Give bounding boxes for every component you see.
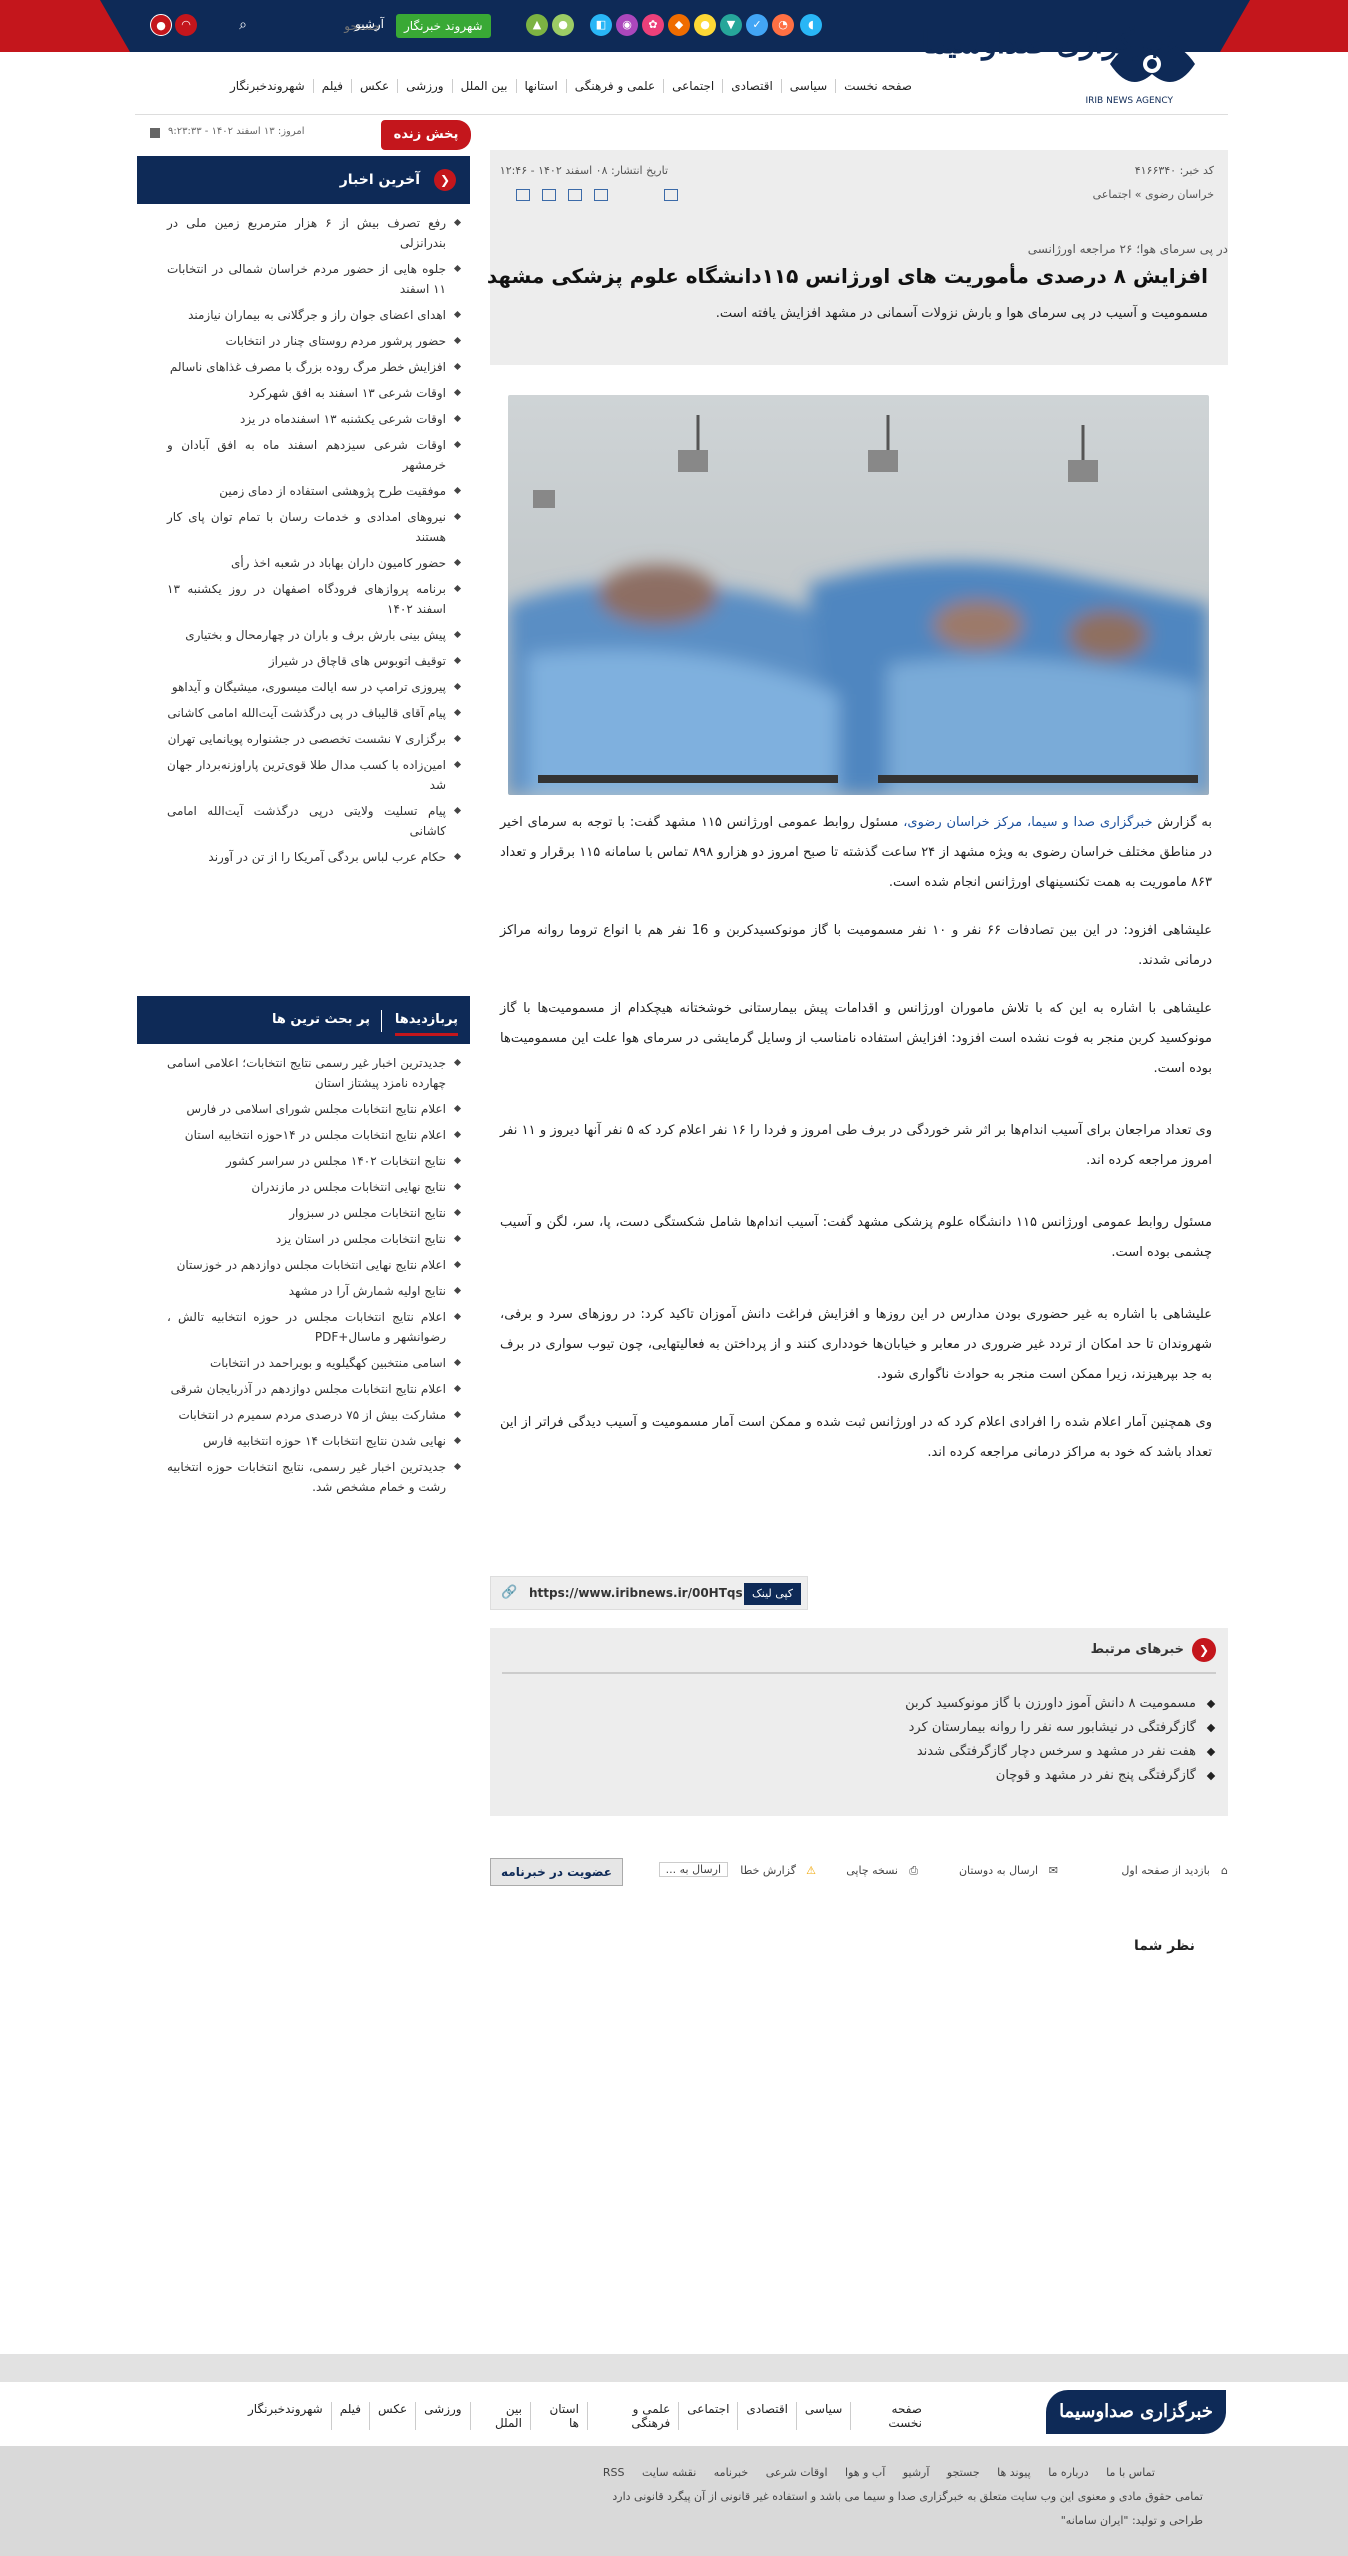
app6-icon[interactable]: ▼ [720,14,742,36]
news-code: کد خبر: ۴۱۶۶۳۴۰ [1134,164,1214,177]
nav-photo[interactable]: عکس [351,79,397,93]
latest-news-list [137,204,470,870]
nav-sports[interactable]: ورزشی [397,79,451,93]
archive-link[interactable]: آرشیو [355,17,385,31]
report-error-link[interactable]: گزارش خطا [740,1864,796,1877]
list-item[interactable]: گازگرفتگی در نیشابور سه نفر را روانه بیمارستان کرد [905,1716,1216,1740]
warning-icon: ⚠ [806,1864,816,1877]
article-header-box [490,150,1228,365]
list-item[interactable]: حکام عرب لباس بردگی آمریکا را از تن در آورند [137,844,464,870]
popular-header [137,996,470,1044]
nav-politics[interactable]: سیاسی [781,79,835,93]
list-item[interactable]: نیروهای امدادی و خدمات رسان با تمام توان پای کار هستند [137,504,464,550]
body-paragraph [500,808,1212,898]
body-text: مسئول روابط عمومی اورژانس ۱۱۵ مشهد گفت: با توجه به سرمای اخیر در مناطق مختلف خراسان رضوی به ویژه مشهد از ۲۴ ساعت گذشته تا صبح امروز دو هزارو ۸۹۸ تماس با سامانه ۱۱۵ برقرار و تعداد ۸۶۳ ماموریت به همت تکنسینهای اورژانس انجام شده است. [500,815,1213,890]
list-item[interactable]: نتایج انتخابات مجلس در سبزوار [137,1200,464,1226]
body-paragraph: علیشاهی با اشاره به غیر حضوری بودن مدارس در این روزها و افزایش فراغت دانش آموزان تاکید کرد: در روزهای سرد و برفی، شهروندان تا حد امکان از تردد غیر ضروری در معابر و خیابان‌ها خودداری کنند و از پرداختن به فعالیتهایی، چون تیوب سواری در برف به جد بپرهیزند، زیرا ممکن است منجر به حوادث ناگواری شود. [500,1307,1212,1382]
newsletter-join-button[interactable]: عضویت در خبرنامه [490,1858,623,1886]
body-text: به گزارش [1152,815,1212,830]
short-link-box [490,1576,808,1610]
footer-nav-item[interactable]: سیاسی [796,2402,850,2430]
apple-icon[interactable]: ● [552,14,574,36]
footer-links [589,2466,1155,2479]
list-item[interactable]: مسمومیت ۸ دانش آموز داورزن با گاز مونوکسید کربن [905,1692,1216,1716]
send-friends-link[interactable]: ارسال به دوستان [958,1864,1038,1877]
list-item[interactable]: توقیف اتوبوس های قاچاق در شیراز [137,648,464,674]
print-icon[interactable] [516,189,530,201]
footer-link[interactable]: خبرنامه [713,2466,749,2479]
font-reset-icon[interactable] [620,189,630,201]
app3-icon[interactable]: ✿ [642,14,664,36]
print-version-link[interactable]: نسخه چاپی [846,1864,898,1877]
search-icon[interactable]: ⌕ [239,17,247,33]
body-paragraph: علیشاهی با اشاره به این که با تلاش ماموران اورژانس و اقدامات پیش بیمارستانی خوشختانه هیچکدام از مسمومیت‌ها با گاز مونوکسید کربن منجر به فوت نشده است افزود: افزایش استفاده نامناسب از وسایل گرمایشی در سرمای هوا علت این مسمومیت‌ها بوده است. [500,1001,1212,1076]
latest-news-box [137,156,470,870]
footer-link[interactable]: آرشیو [902,2466,930,2479]
source-link[interactable]: خبرگزاری صدا و سیما، مرکز خراسان رضوی، [903,815,1153,830]
list-item[interactable]: اوقات شرعی ۱۳ اسفند به افق شهرکرد [137,380,464,406]
footer-link[interactable]: درباره ما [1048,2466,1089,2479]
list-item[interactable]: اعلام نتایج انتخابات مجلس شورای اسلامی در فارس [137,1096,464,1122]
article-actions [490,1858,1228,1886]
related-header [502,1638,1216,1674]
app2-icon[interactable]: ◉ [616,14,638,36]
app1-icon[interactable]: ◧ [590,14,612,36]
list-item[interactable]: حضور پرشور مردم روستای چنار در انتخابات [137,328,464,354]
tab-most-viewed[interactable]: پربازدیدها [395,1012,458,1036]
live-button[interactable]: پخش زنده [381,120,471,150]
printer-icon: ⎙ [909,1864,918,1877]
email-icon[interactable] [542,189,556,201]
lock-icon[interactable]: ● [150,14,172,36]
list-item[interactable]: جدیدترین اخبار غیر رسمی، نتایج انتخابات حوزه انتخابیه رشت و خمام مشخص شد. [137,1454,464,1500]
body-paragraph: وی همچنین آمار اعلام شده را افرادی اعلام کرد که در اورژانس ثبت شده و ممکن است آمار مسمومیت و آسیب دیدگی فراتر از این تعداد باشد که خود به مراکز درمانی مراجعه کرده اند. [500,1415,1212,1460]
body-paragraph: مسئول روابط عمومی اورژانس ۱۱۵ دانشگاه علوم پزشکی مشهد گفت: آسیب اندام‌ها شامل شکستگی دست، پا، سر، لگن و آسیب چشمی بوده است. [500,1215,1212,1260]
footer-nav-item[interactable]: فیلم [331,2402,369,2430]
list-item[interactable]: پیام آقای قالیباف در پی درگذشت آیت‌الله امامی کاشانی [137,700,464,726]
list-item[interactable]: برگزاری ۷ نشست تخصصی در جشنواره پویانمایی تهران [137,726,464,752]
list-item[interactable]: اوقات شرعی سیزدهم اسفند ماه به افق آبادان و خرمشهر [137,432,464,478]
footer-nav-item[interactable]: ورزشی [415,2402,469,2430]
footer-link[interactable]: جستجو [946,2466,980,2479]
design-credit: طراحی و تولید: "ایران سامانه" [1060,2514,1203,2527]
article-title: افزایش ۸ درصدی مأموریت های اورژانس ۱۱۵دانشگاه علوم پزشکی مشهد [486,264,1208,288]
list-item[interactable]: نتایج انتخابات ۱۴۰۲ مجلس در سراسر کشور [137,1148,464,1174]
save-icon[interactable] [568,189,582,201]
list-item[interactable]: اسامی منتخبین کهگیلویه و بویراحمد در انتخابات [137,1350,464,1376]
tab-divider [381,1010,382,1032]
nav-home[interactable]: صفحه نخست [835,79,920,93]
android-icon[interactable]: ▲ [526,14,548,36]
list-item[interactable]: موفقیت طرح پژوهشی استفاده از دمای زمین [137,478,464,504]
today-date: امروز: ۱۳ اسفند ۱۴۰۲ - ۹:۲۳:۳۳ [168,126,305,137]
article-lead: مسمومیت و آسیب در پی سرمای هوا و بارش نزولات آسمانی در مشهد افزایش یافته است. [715,306,1208,321]
latest-news-title: آخرین اخبار [339,172,420,188]
nav-science-culture[interactable]: علمی و فرهنگی [566,79,663,93]
list-item[interactable]: پیش بینی بارش برف و باران در چهارمحال و بختیاری [137,622,464,648]
list-item[interactable]: حضور کامیون داران بهاباد در شعبه اخذ رأی [137,550,464,576]
copyright: تمامی حقوق مادی و معنوی این وب سایت متعلق به خبرگزاری صدا و سیما می باشد و استفاده غیر قانونی از آن پیگرد قانونی دارد [612,2490,1203,2503]
list-item[interactable]: گازگرفتگی پنج نفر در مشهد و قوچان [905,1764,1216,1788]
body-paragraph: وی تعداد مراجعان برای آسیب اندام‌ها بر اثر شر خوردگی در برف طی امروز و فردا را ۱۶ نفر اعلام کرد که ۵ نفر آنها دیروز و ۱۱ نفر امروز مراجعه کرده اند. [500,1123,1212,1168]
hospital-ward-image [508,395,1209,795]
footer-link[interactable]: آب و هوا [845,2466,886,2479]
list-item[interactable]: رفع تصرف بیش از ۶ هزار مترمربع زمین ملی در بندرانزلی [137,210,464,256]
footer-logo[interactable]: خبرگزاری صداوسیما [1046,2390,1226,2434]
footer-nav-item[interactable]: اقتصادی [737,2402,796,2430]
envelope-icon: ✉ [1048,1864,1058,1877]
list-item[interactable]: امین‌زاده با کسب مدال طلا قوی‌ترین پاراوزنه‌بردار جهان شد [137,752,464,798]
chevron-left-icon: ❮ [1192,1638,1216,1662]
footer-nav-item[interactable]: شهروندخبرنگار [248,2402,323,2416]
app7-icon[interactable]: ✓ [746,14,768,36]
footer-link[interactable]: RSS [602,2466,625,2479]
body-paragraph: علیشاهی افزود: در این بین تصادفات ۶۶ نفر و ۱۰ نفر مسمومیت با گاز مونوکسیدکربن و 16 نفر هم با انواع تروما روانه مراکز درمانی شدند. [500,923,1212,968]
list-item[interactable]: جلوه هایی از حضور مردم خراسان شمالی در انتخابات ۱۱ اسفند [137,256,464,302]
footer-nav-item[interactable]: بین الملل [470,2402,530,2430]
related-list [905,1692,1216,1788]
list-item[interactable]: برنامه پروازهای فرودگاه اصفهان در روز یکشنبه ۱۳ اسفند ۱۴۰۲ [137,576,464,622]
list-item[interactable]: هفت نفر در مشهد و سرخس دچار گازگرفتگی شدند [905,1740,1216,1764]
rss-icon[interactable]: ◠ [175,14,197,36]
footer-nav-item[interactable]: استان ها [530,2402,587,2430]
list-item[interactable]: جدیدترین اخبار غیر رسمی نتایج انتخابات؛ اعلامی اسامی چهارده نامزد پیشتاز استان [137,1050,464,1096]
link-icon: 🔗 [501,1585,518,1600]
footer-nav-item[interactable]: صفحه نخست [850,2402,930,2430]
footer-nav-item[interactable]: اجتماعی [678,2402,737,2430]
publish-date: تاریخ انتشار: ۰۸ اسفند ۱۴۰۲ - ۱۲:۴۶ [499,164,668,177]
app5-icon[interactable]: ● [694,14,716,36]
visit-home-link[interactable]: بازدید از صفحه اول [1121,1864,1210,1877]
pre-title: در پی سرمای هوا؛ ۲۶ مراجعه اورژانسی [1027,242,1228,256]
font-decrease-icon[interactable] [594,189,608,201]
calendar-icon [150,128,160,138]
app9-icon[interactable]: ◖ [800,14,822,36]
home-icon: ⌂ [1221,1864,1228,1877]
footer-link[interactable]: تماس با ما [1106,2466,1155,2479]
list-item[interactable]: نتایج نهایی انتخابات مجلس در مازندران [137,1174,464,1200]
list-item[interactable]: مشارکت بیش از ۷۵ درصدی مردم سمیرم در انتخابات [137,1402,464,1428]
popular-box [137,996,470,1500]
font-reset2-icon[interactable] [642,189,652,201]
nav-international[interactable]: بین الملل [452,79,516,93]
copy-link-button[interactable]: کپی لینک [744,1583,801,1605]
header-divider [135,114,1228,115]
list-item[interactable]: اعلام نتایج انتخابات مجلس در ۱۴حوزه انتخابیه استان [137,1122,464,1148]
related-title: خبرهای مرتبط [1090,1642,1184,1657]
tab-most-discussed[interactable]: پر بحث ترین ها [271,1012,370,1027]
font-increase-icon[interactable] [664,189,678,201]
logo-text: خبرگزاری صداوسیما [921,26,1178,61]
list-item[interactable]: پیروزی ترامپ در سه ایالت میسوری، میشیگان و آیداهو [137,674,464,700]
short-url[interactable]: https://www.iribnews.ir/00HTqs [529,1586,743,1600]
footer-nav [240,2402,930,2430]
nav-economy[interactable]: اقتصادی [722,79,781,93]
footer-link[interactable]: اوقات شرعی [765,2466,828,2479]
list-item[interactable]: اعلام نتایج انتخابات مجلس دوازدهم در آذربایجان شرقی [137,1376,464,1402]
latest-news-header [137,156,470,204]
list-item[interactable]: نهایی شدن نتایج انتخابات ۱۴ حوزه انتخابیه فارس [137,1428,464,1454]
nav-citizen-reporter[interactable]: شهروندخبرنگار [230,79,305,93]
chevron-left-icon[interactable]: ❮ [434,169,456,191]
related-news-box [490,1628,1228,1816]
footer-nav-item[interactable]: عکس [369,2402,415,2430]
nav-provinces[interactable]: استانها [516,79,566,93]
footer-link[interactable]: نقشه سایت [642,2466,697,2479]
list-item[interactable]: اعلام نتایج انتخابات مجلس در حوزه انتخابیه تالش ، رضوانشهر و ماسال+PDF [137,1304,464,1350]
footer-separator [0,2354,1348,2382]
list-item[interactable]: افزایش خطر مرگ روده بزرگ با مصرف غذاهای ناسالم [137,354,464,380]
share-button[interactable]: ارسال به ... [659,1862,728,1877]
logo-subtitle: IRIB NEWS AGENCY [1085,96,1173,106]
article-tools [504,186,678,205]
app8-icon[interactable]: ◔ [772,14,794,36]
popular-list [137,1044,470,1500]
list-item[interactable]: نتایج اولیه شمارش آرا در مشهد [137,1278,464,1304]
app4-icon[interactable]: ◆ [668,14,690,36]
footer-link[interactable]: پیوند ها [997,2466,1031,2479]
comments-title: نظر شما [1134,1938,1195,1954]
main-nav [230,68,920,104]
list-item[interactable]: اوقات شرعی یکشنبه ۱۳ اسفندماه در یزد [137,406,464,432]
nav-film[interactable]: فیلم [313,79,351,93]
nav-society[interactable]: اجتماعی [663,79,722,93]
article-body [500,808,1212,1486]
list-item[interactable]: اعلام نتایج نهایی انتخابات مجلس دوازدهم در خوزستان [137,1252,464,1278]
list-item[interactable]: نتایج انتخابات مجلس در استان یزد [137,1226,464,1252]
list-item[interactable]: پیام تسلیت ولایتی درپی درگذشت آیت‌الله امامی کاشانی [137,798,464,844]
list-item[interactable]: اهدای اعضای جوان راز و جرگلانی به بیماران نیازمند [137,302,464,328]
footer-nav-item[interactable]: علمی و فرهنگی [587,2402,678,2430]
article-photo [508,395,1209,795]
citizen-reporter-button[interactable]: شهروند خبرنگار [396,14,491,38]
breadcrumb[interactable]: خراسان رضوی » اجتماعی [1092,188,1214,201]
